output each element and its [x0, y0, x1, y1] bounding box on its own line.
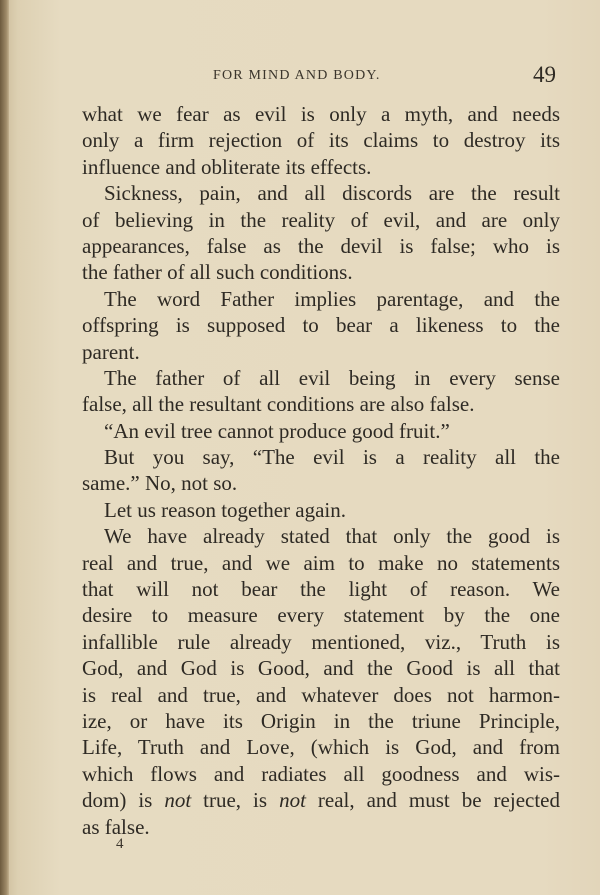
text-line: Sickness, pain, and all discords are the result [104, 181, 560, 206]
text-line: desire to measure every statement by the one [82, 603, 560, 628]
book-spine-edge [0, 0, 9, 895]
text-line: Life, Truth and Love, (which is God, and from [82, 735, 560, 760]
text-line: God, and God is Good, and the Good is all that [82, 656, 560, 681]
text-line: But you say, “The evil is a reality all the [104, 445, 560, 470]
text-line: The word Father implies parentage, and the [104, 286, 560, 311]
text-line: what we fear as evil is only a myth, and needs [82, 102, 560, 126]
text-line: “An evil tree cannot produce good fruit.” [104, 418, 450, 443]
signature-mark: 4 [116, 836, 124, 852]
text-line: ize, or have its Origin in the triune Principle, [82, 708, 560, 733]
text-line: which flows and radiates all goodness and wis- [82, 761, 560, 786]
text-line: parent. [82, 339, 140, 364]
page-header [0, 62, 600, 92]
text-line: is real and true, and whatever does not harmon- [82, 682, 560, 707]
text-segment: true, is [191, 788, 280, 813]
text-line: false, all the resultant conditions are also false. [82, 392, 475, 417]
text-line: the father of all such conditions. [82, 260, 353, 285]
text-line: We have already stated that only the good is [104, 524, 560, 549]
text-line: appearances, false as the devil is false; who is [82, 233, 560, 258]
page-number: 49 [533, 62, 556, 87]
text-line: The father of all evil being in every sense [104, 365, 560, 390]
italic-emphasis: not [164, 788, 192, 813]
text-line: as false. [82, 814, 150, 839]
text-line: influence and obliterate its effects. [82, 154, 372, 179]
italic-emphasis: not [279, 788, 306, 813]
text-line: real and true, and we aim to make no statements [82, 550, 560, 575]
page-body-text [82, 101, 560, 840]
text-line: offspring is supposed to bear a likeness to the [82, 313, 560, 338]
text-line: same.” No, not so. [82, 471, 238, 496]
text-line: of believing in the reality of evil, and are only [82, 207, 560, 232]
text-line [82, 787, 560, 813]
text-line: Let us reason together again. [104, 497, 346, 522]
running-title: FOR MIND AND BODY. [213, 68, 381, 83]
text-line: only a firm rejection of its claims to destroy its [82, 128, 560, 153]
text-segment: dom) is [82, 788, 165, 813]
text-line: infallible rule already mentioned, viz., Truth is [82, 629, 560, 654]
text-segment: real, and must be rejected [305, 788, 561, 813]
text-line: that will not bear the light of reason. We [82, 577, 560, 602]
